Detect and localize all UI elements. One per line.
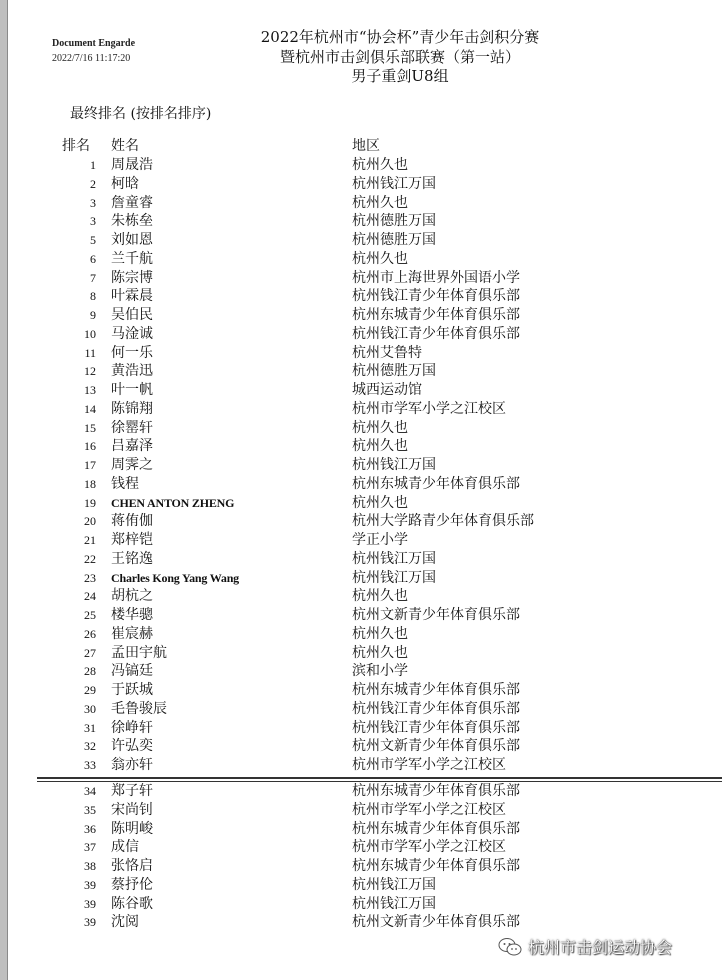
table-row [0, 475, 722, 494]
table-row [0, 175, 722, 194]
region-cell: 杭州久也 [352, 250, 408, 267]
table-row [0, 419, 722, 438]
rank-cell: 39 [84, 915, 96, 930]
region-cell: 杭州东城青少年体育俱乐部 [352, 820, 520, 837]
table-row [0, 662, 722, 681]
region-cell: 杭州市上海世界外国语小学 [352, 269, 520, 286]
region-cell: 杭州文新青少年体育俱乐部 [352, 738, 520, 755]
name-cell: 郑子轩 [111, 783, 153, 799]
region-cell: 杭州久也 [352, 588, 408, 605]
rank-cell: 32 [84, 739, 96, 754]
title-line-3: 男子重剑U8组 [351, 67, 449, 85]
region-cell: 杭州钱江万国 [352, 175, 436, 192]
region-cell: 滨和小学 [352, 663, 408, 680]
table-row [0, 569, 722, 588]
name-cell: 郑梓铠 [111, 532, 153, 548]
rank-cell: 23 [84, 570, 96, 585]
table-row [0, 269, 722, 288]
name-cell: 翁亦轩 [111, 757, 153, 773]
table-row [0, 756, 722, 775]
rank-cell: 22 [84, 551, 96, 566]
rank-cell: 30 [84, 701, 96, 716]
table-row [0, 838, 722, 857]
region-cell: 杭州钱江青少年体育俱乐部 [352, 719, 520, 736]
table-row [0, 231, 722, 250]
column-header-name: 姓名 [111, 138, 139, 154]
table-row [0, 857, 722, 876]
region-cell: 杭州钱江青少年体育俱乐部 [352, 325, 520, 342]
region-cell: 杭州久也 [352, 625, 408, 642]
rank-cell: 39 [84, 877, 96, 892]
rank-cell: 17 [84, 458, 96, 472]
region-cell: 杭州钱江万国 [352, 569, 436, 586]
table-row [0, 212, 722, 231]
table-row [0, 801, 722, 820]
table-row [0, 362, 722, 381]
rank-cell: 12 [84, 364, 96, 379]
region-cell: 杭州久也 [352, 494, 408, 511]
name-cell: 孟田宇航 [111, 644, 167, 661]
region-cell: 杭州市学军小学之江校区 [352, 400, 506, 417]
rank-cell: 24 [84, 589, 96, 604]
rank-cell: 8 [90, 289, 96, 304]
name-cell: 黄浩迅 [111, 363, 153, 380]
rank-cell: 33 [84, 758, 96, 772]
rank-cell: 29 [84, 683, 96, 697]
region-cell: 杭州文新青少年体育俱乐部 [352, 607, 520, 623]
region-cell: 城西运动馆 [352, 382, 422, 398]
name-cell: 胡杭之 [111, 588, 153, 605]
name-cell: 周霁之 [111, 457, 153, 473]
rank-cell: 31 [84, 720, 96, 735]
table-row [0, 287, 722, 306]
column-header-region: 地区 [352, 138, 380, 154]
region-cell: 杭州东城青少年体育俱乐部 [352, 307, 520, 323]
name-cell: 吴伯民 [111, 307, 153, 323]
name-cell: 许弘奕 [111, 738, 153, 755]
table-row [0, 719, 722, 738]
column-header-rank: 排名 [62, 138, 90, 154]
table-row [0, 456, 722, 475]
wechat-icon [498, 937, 522, 957]
rank-cell: 26 [84, 626, 96, 641]
region-cell: 杭州钱江万国 [352, 457, 436, 473]
rank-cell: 14 [84, 401, 96, 416]
table-row [0, 895, 722, 914]
print-timestamp: 2022/7/16 11:17:20 [52, 53, 131, 64]
title-block [200, 28, 600, 87]
table-row [0, 550, 722, 569]
title-line-1: 2022年杭州市“协会杯”青少年击剑积分赛 [260, 28, 540, 46]
region-cell: 杭州东城青少年体育俱乐部 [352, 682, 520, 698]
table-row [0, 250, 722, 269]
document-meta [52, 36, 135, 66]
name-cell: 马淦诚 [111, 325, 153, 342]
table-row [0, 700, 722, 719]
region-cell: 杭州德胜万国 [352, 232, 436, 248]
table-row [0, 681, 722, 700]
name-cell: 冯镐廷 [111, 663, 153, 680]
region-cell: 杭州大学路青少年体育俱乐部 [352, 513, 534, 530]
rank-cell: 6 [90, 251, 96, 266]
table-row [0, 587, 722, 606]
table-row [0, 644, 722, 663]
name-cell: 王铭逸 [111, 550, 153, 567]
title-line-2: 暨杭州市击剑俱乐部联赛（第一站） [279, 47, 520, 66]
name-cell: CHEN ANTON ZHENG [111, 495, 235, 510]
name-cell: 徐峥轩 [111, 719, 153, 736]
rank-cell: 7 [90, 270, 96, 285]
name-cell: 周晟浩 [111, 157, 153, 173]
name-cell: 叶霖晨 [111, 288, 153, 305]
rank-cell: 38 [84, 859, 96, 873]
table-row [0, 194, 722, 213]
region-cell: 杭州文新青少年体育俱乐部 [352, 914, 520, 931]
name-cell: 蒋侑伽 [111, 513, 153, 530]
rank-cell: 28 [84, 664, 96, 679]
name-cell: 徐罂轩 [111, 419, 153, 436]
name-cell: 陈锦翔 [111, 400, 153, 417]
name-cell: 宋尚钊 [111, 801, 153, 818]
name-cell: 吕嘉泽 [111, 438, 153, 455]
watermark [498, 935, 672, 958]
region-cell: 学正小学 [352, 532, 408, 548]
region-cell: 杭州艾鲁特 [352, 344, 422, 361]
name-cell: 叶一帆 [111, 382, 153, 398]
region-cell: 杭州德胜万国 [352, 363, 436, 380]
rank-cell: 34 [84, 784, 96, 798]
name-cell: 詹童睿 [111, 194, 153, 211]
region-cell: 杭州久也 [352, 644, 408, 661]
table-row [0, 325, 722, 344]
table-row [0, 531, 722, 550]
region-cell: 杭州东城青少年体育俱乐部 [352, 475, 520, 492]
rank-cell: 36 [84, 821, 96, 836]
rank-cell: 20 [84, 514, 96, 529]
rank-cell: 3 [90, 214, 96, 229]
ranking-subtitle: 最终排名 (按排名排序) [70, 106, 212, 122]
name-cell: 崔宸赫 [111, 625, 153, 642]
rank-cell: 16 [84, 439, 96, 454]
rank-cell: 11 [84, 345, 96, 360]
rank-cell: 13 [84, 383, 96, 397]
name-cell: 刘如恩 [111, 232, 153, 248]
region-cell: 杭州东城青少年体育俱乐部 [352, 858, 520, 874]
name-cell: 何一乐 [111, 344, 153, 361]
table-row [0, 306, 722, 325]
region-cell: 杭州钱江万国 [352, 550, 436, 567]
region-cell: 杭州久也 [352, 419, 408, 436]
rank-cell: 9 [90, 308, 96, 322]
region-cell: 杭州久也 [352, 157, 408, 173]
region-cell: 杭州市学军小学之江校区 [352, 839, 506, 856]
table-row [0, 381, 722, 400]
table-row [0, 156, 722, 175]
region-cell: 杭州钱江万国 [352, 895, 436, 912]
rank-cell: 25 [84, 608, 96, 622]
table-row [0, 512, 722, 531]
rank-cell: 35 [84, 802, 96, 817]
region-cell: 杭州钱江青少年体育俱乐部 [352, 288, 520, 305]
table-row [0, 737, 722, 756]
region-cell: 杭州市学军小学之江校区 [352, 801, 506, 818]
rank-cell: 5 [90, 233, 96, 247]
software-name: Document Engarde [52, 38, 136, 49]
region-cell: 杭州德胜万国 [352, 213, 436, 230]
name-cell: 钱程 [111, 475, 139, 492]
table-row [0, 782, 722, 801]
rank-cell: 39 [84, 896, 96, 911]
table-row [0, 344, 722, 363]
rank-cell: 15 [84, 420, 96, 435]
region-cell: 杭州市学军小学之江校区 [352, 757, 506, 773]
watermark-label: 杭州市击剑运动协会 [528, 938, 673, 957]
table-row [0, 606, 722, 625]
region-cell: 杭州钱江万国 [352, 876, 436, 893]
name-cell: 楼华骢 [111, 607, 153, 623]
region-cell: 杭州久也 [352, 438, 408, 455]
name-cell: 陈宗博 [111, 269, 153, 286]
table-row [0, 625, 722, 644]
rank-cell: 2 [90, 176, 96, 191]
name-cell: 于跃城 [111, 682, 153, 698]
rank-cell: 19 [84, 495, 96, 510]
rank-cell: 27 [84, 645, 96, 660]
name-cell: 张恪启 [111, 858, 153, 874]
name-cell: 陈谷歌 [111, 895, 153, 912]
region-cell: 杭州钱江青少年体育俱乐部 [352, 700, 520, 717]
rank-cell: 37 [84, 840, 96, 855]
name-cell: 蔡抒伦 [111, 876, 153, 893]
table-row [0, 876, 722, 895]
name-cell: 毛鲁骏辰 [111, 700, 167, 717]
name-cell: 兰千航 [111, 250, 153, 267]
name-cell: Charles Kong Yang Wang [111, 570, 239, 585]
name-cell: 陈明峻 [111, 820, 153, 837]
table-row [0, 437, 722, 456]
region-cell: 杭州东城青少年体育俱乐部 [352, 783, 520, 799]
table-row [0, 400, 722, 419]
rank-cell: 18 [84, 476, 96, 491]
region-cell: 杭州久也 [352, 194, 408, 211]
table-row [0, 913, 722, 932]
name-cell: 沈阅 [111, 914, 139, 931]
rank-cell: 1 [90, 158, 96, 172]
table-row [0, 494, 722, 513]
section-divider [37, 777, 722, 779]
name-cell: 成信 [111, 839, 139, 856]
name-cell: 柯晗 [111, 175, 139, 192]
name-cell: 朱栋垒 [111, 213, 153, 230]
rank-cell: 3 [90, 195, 96, 210]
rank-cell: 21 [84, 533, 96, 547]
table-row [0, 820, 722, 839]
rank-cell: 10 [84, 326, 96, 341]
